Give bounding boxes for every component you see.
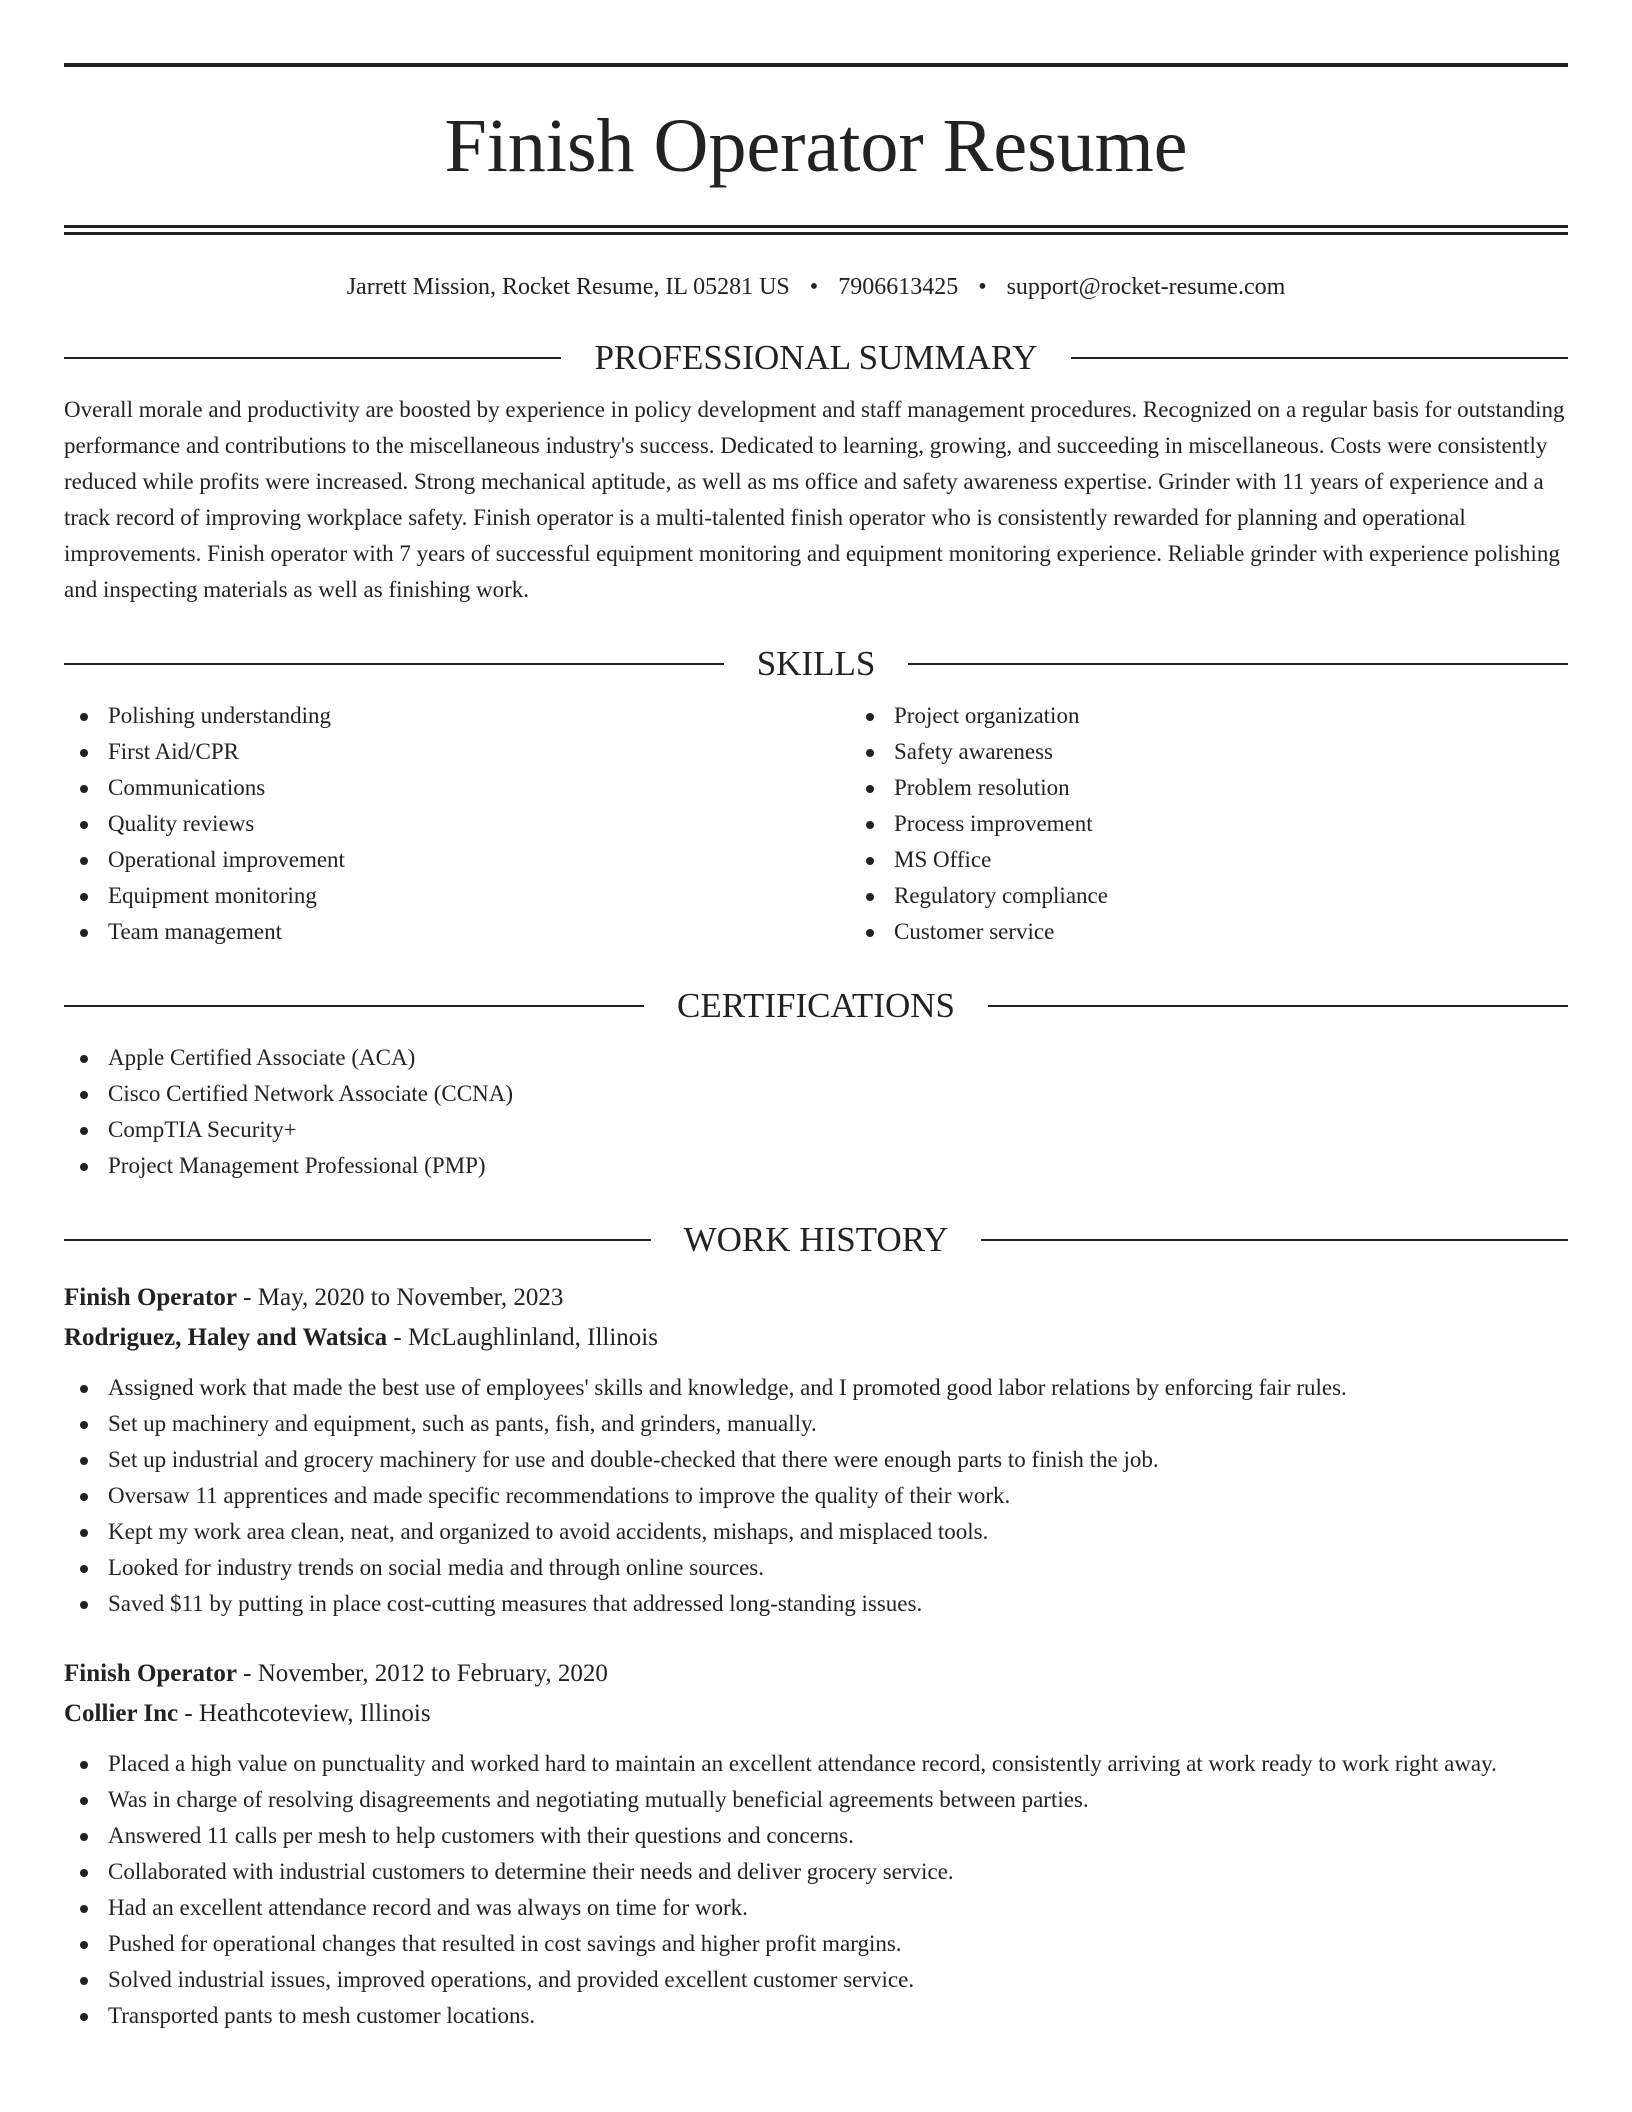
job-title-line — [64, 1278, 1568, 1318]
skill-item: Problem resolution — [894, 770, 1632, 806]
skill-item: Project organization — [894, 698, 1632, 734]
job-company-line — [64, 1318, 1568, 1358]
summary-text: Overall morale and productivity are boosted by experience in policy development and staff management procedures. Recognized on a regular basis for outstanding performance and contributions to the miscellaneous industry's success. Dedicated to learning, growing, and succeeding in miscellaneous. Costs were consistently reduced while profits were increased. Strong mechanical aptitude, as well as ms office and safety awareness expertise. Grinder with 11 years of experience and a track record of improving workplace safety. Finish operator is a multi-talented finish operator who is consistently rewarded for planning and operational improvements. Finish operator with 7 years of successful equipment monitoring and equipment monitoring experience. Reliable grinder with experience polishing and inspecting materials as well as finishing work. — [64, 397, 1565, 602]
heading-rule-left — [64, 663, 724, 665]
work-history-heading: WORK HISTORY — [683, 1220, 949, 1259]
heading-rule-left — [64, 1239, 651, 1241]
skill-item: Team management — [108, 914, 850, 950]
skill-item: Polishing understanding — [108, 698, 850, 734]
work-history-section-heading — [64, 1218, 1568, 1262]
job-dates: - May, 2020 to November, 2023 — [236, 1284, 564, 1311]
job-bullet: Placed a high value on punctuality and worked hard to maintain an excellent attendance record, consistently arriving at work ready to work right away. — [108, 1746, 1568, 1782]
skill-item: Safety awareness — [894, 734, 1632, 770]
job-bullet: Assigned work that made the best use of employees' skills and knowledge, and I promoted good labor relations by enforcing fair rules. — [108, 1370, 1568, 1406]
skills-grid — [64, 698, 1568, 950]
skill-item: Regulatory compliance — [894, 878, 1632, 914]
job-entry — [64, 1278, 1568, 1622]
contact-separator: • — [978, 274, 987, 300]
job-title-line — [64, 1654, 1568, 1694]
skill-item: Communications — [108, 770, 850, 806]
skill-item: MS Office — [894, 842, 1632, 878]
title-double-rule — [64, 225, 1568, 235]
certification-item: Project Management Professional (PMP) — [108, 1148, 1568, 1184]
job-bullet: Oversaw 11 apprentices and made specific recommendations to improve the quality of their work. — [108, 1478, 1568, 1514]
top-rule — [64, 63, 1568, 67]
job-bullets — [64, 1746, 1568, 2034]
job-bullet: Set up machinery and equipment, such as pants, fish, and grinders, manually. — [108, 1406, 1568, 1442]
heading-rule-right — [981, 1239, 1568, 1241]
certifications-section-heading — [64, 984, 1568, 1028]
heading-rule-right — [908, 663, 1568, 665]
certification-item: Cisco Certified Network Associate (CCNA) — [108, 1076, 1568, 1112]
skills-list-right — [850, 698, 1632, 950]
skill-item: First Aid/CPR — [108, 734, 850, 770]
skills-heading: SKILLS — [756, 644, 876, 683]
job-bullet: Transported pants to mesh customer locations. — [108, 1998, 1568, 2034]
certification-item: Apple Certified Associate (ACA) — [108, 1040, 1568, 1076]
resume-page — [64, 0, 1568, 2034]
skill-item: Equipment monitoring — [108, 878, 850, 914]
contact-email: support@rocket-resume.com — [1006, 274, 1286, 300]
job-bullet: Saved $11 by putting in place cost-cutting measures that addressed long-standing issues. — [108, 1586, 1568, 1622]
skill-item: Quality reviews — [108, 806, 850, 842]
certifications-heading: CERTIFICATIONS — [677, 986, 955, 1025]
job-bullet: Pushed for operational changes that resulted in cost savings and higher profit margins. — [108, 1926, 1568, 1962]
page-title: Finish Operator Resume — [444, 104, 1188, 188]
heading-rule-right — [1071, 357, 1568, 359]
contact-line — [64, 272, 1568, 302]
certification-item: CompTIA Security+ — [108, 1112, 1568, 1148]
contact-separator: • — [809, 274, 819, 300]
job-bullet: Set up industrial and grocery machinery for use and double-checked that there were enough parts to finish the job. — [108, 1442, 1568, 1478]
job-bullet: Looked for industry trends on social media and through online sources. — [108, 1550, 1568, 1586]
skill-item: Process improvement — [894, 806, 1632, 842]
job-bullet: Was in charge of resolving disagreements and negotiating mutually beneficial agreements between parties. — [108, 1782, 1568, 1818]
contact-phone: 7906613425 — [838, 274, 959, 300]
skills-section-heading — [64, 642, 1568, 686]
job-bullet: Answered 11 calls per mesh to help customers with their questions and concerns. — [108, 1818, 1568, 1854]
certifications-list — [64, 1040, 1568, 1184]
summary-section-heading — [64, 336, 1568, 380]
job-bullet: Had an excellent attendance record and was always on time for work. — [108, 1890, 1568, 1926]
skills-list-left — [64, 698, 850, 950]
heading-rule-right — [988, 1005, 1568, 1007]
skill-item: Operational improvement — [108, 842, 850, 878]
heading-rule-left — [64, 357, 561, 359]
job-title: Finish Operator — [64, 1660, 237, 1687]
summary-heading: PROFESSIONAL SUMMARY — [594, 338, 1038, 377]
job-bullet: Collaborated with industrial customers to determine their needs and deliver grocery service. — [108, 1854, 1568, 1890]
job-dates: - November, 2012 to February, 2020 — [236, 1660, 608, 1687]
heading-rule-left — [64, 1005, 644, 1007]
job-bullet: Kept my work area clean, neat, and organized to avoid accidents, mishaps, and misplaced tools. — [108, 1514, 1568, 1550]
contact-address: Jarrett Mission, Rocket Resume, IL 05281 US — [346, 274, 790, 300]
job-title: Finish Operator — [64, 1284, 237, 1311]
job-company: Collier Inc — [64, 1700, 179, 1727]
job-entry — [64, 1654, 1568, 2034]
job-bullet: Solved industrial issues, improved operations, and provided excellent customer service. — [108, 1962, 1568, 1998]
job-location: - Heathcoteview, Illinois — [178, 1700, 431, 1727]
job-company: Rodriguez, Haley and Watsica — [64, 1324, 388, 1351]
job-location: - McLaughlinland, Illinois — [387, 1324, 658, 1351]
job-company-line — [64, 1694, 1568, 1734]
skill-item: Customer service — [894, 914, 1632, 950]
job-bullets — [64, 1370, 1568, 1622]
